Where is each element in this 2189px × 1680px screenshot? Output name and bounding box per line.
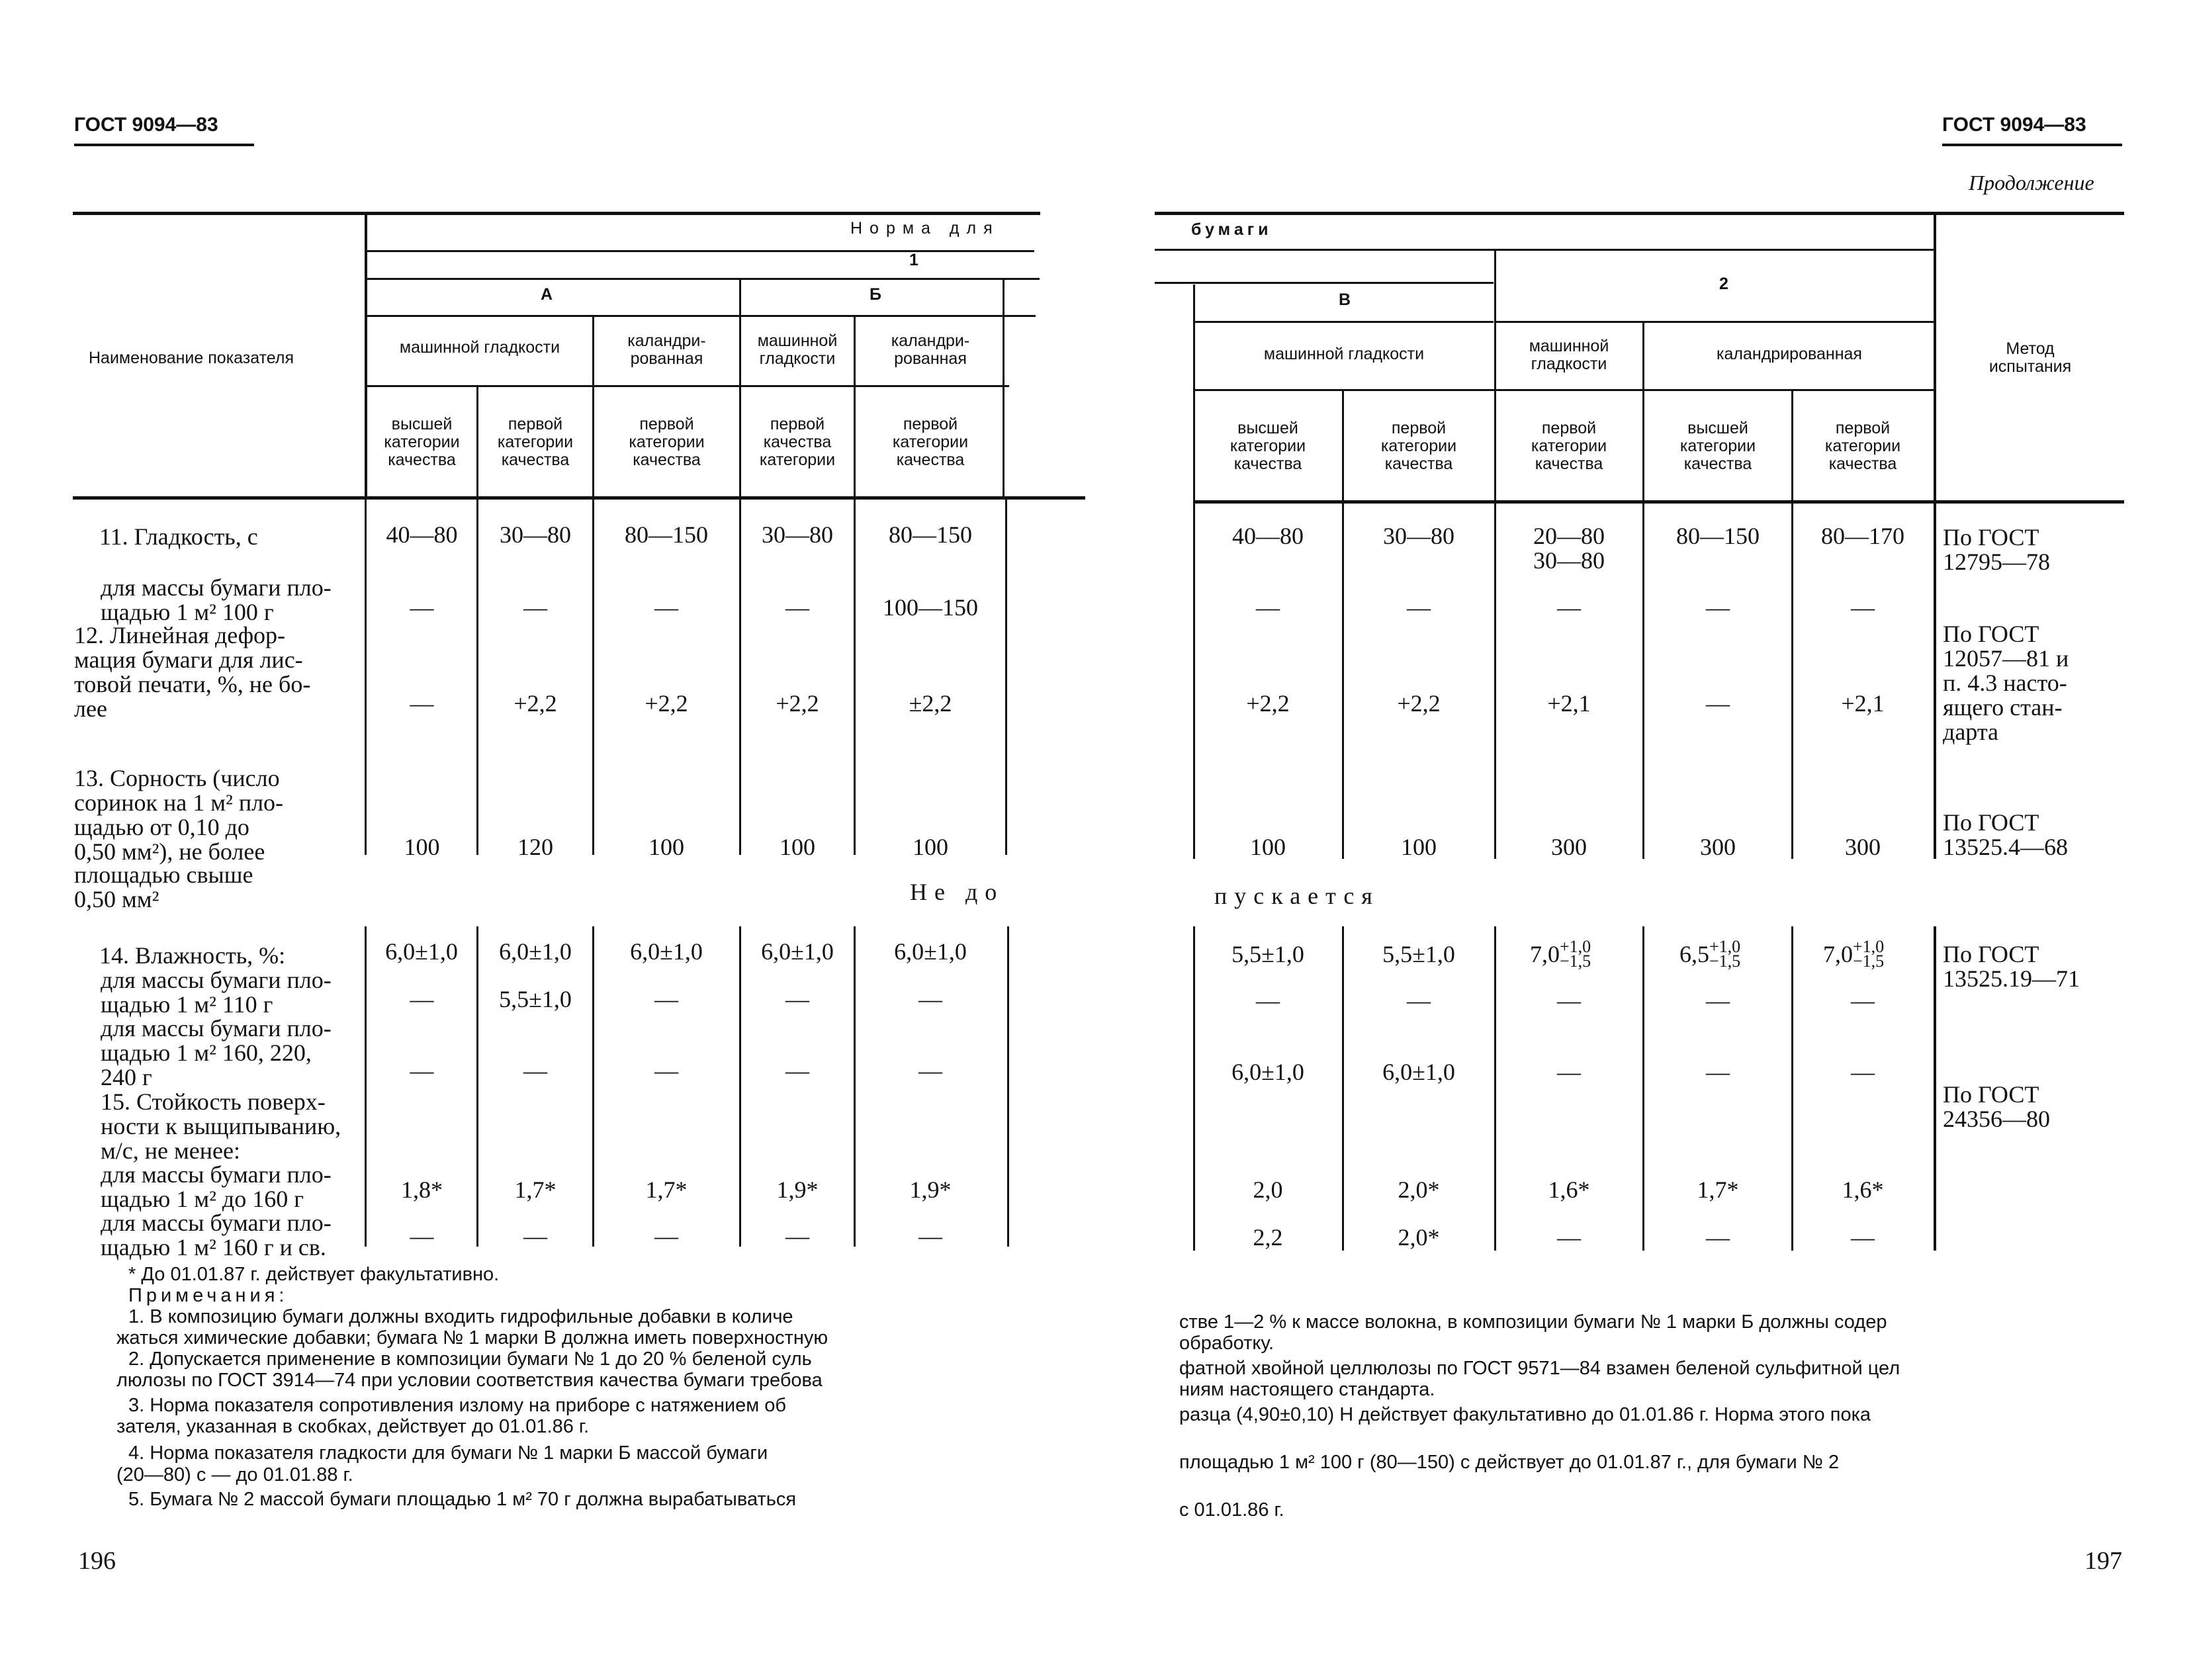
category-highest-header: высшей категории качества (384, 415, 460, 469)
cell-value: — (918, 1057, 942, 1084)
cell-value: 100 (913, 834, 948, 860)
cell-value-tolerance (1530, 936, 1599, 971)
spanning-note: Не до (910, 879, 1005, 905)
col-divider (476, 498, 478, 855)
cell-value: 80—150 (889, 521, 972, 548)
cell-value: — (785, 1057, 809, 1084)
cell-value: — (1557, 987, 1581, 1014)
finish-machine-header: машинной гладкости (1529, 337, 1609, 373)
category-first-header: первой категории качества (1531, 419, 1607, 473)
finish-machine-header: машинной гладкости (1263, 345, 1425, 363)
test-method: По ГОСТ 13525.19—71 (1943, 941, 2080, 992)
note-line: 5. Бумага № 2 массой бумаги площадью 1 м² 70 г должна вырабатываться (128, 1489, 797, 1510)
cell-value: — (523, 1057, 547, 1084)
cell-value: — (523, 1223, 547, 1249)
cell-value: +2,2 (1246, 690, 1290, 717)
table-top-rule (73, 212, 1040, 215)
rule-under-norm (366, 250, 1034, 252)
category-highest-header: высшей категории качества (1679, 419, 1756, 473)
category-highest-header: высшей категории качества (1229, 419, 1306, 473)
cell-value: — (410, 1057, 434, 1084)
cell-value: 300 (1845, 834, 1881, 860)
cell-value: 20—80 30—80 (1533, 523, 1605, 574)
rule-under-group (1155, 282, 1494, 284)
note-line: зателя, указанная в скобках, действует до 01.01.86 г. (116, 1416, 590, 1437)
row-name: для массы бумаги пло- щадью 1 м² 160, 220, 240 г (101, 1015, 332, 1090)
cell-value: 6,0±1,0 (894, 938, 967, 965)
cell-value: 5,5±1,0 (1231, 941, 1304, 967)
note-line: разца (4,90±0,10) Н действует факультативно до 01.01.86 г. Норма этого пока (1179, 1404, 1871, 1425)
cell-value: 2,2 (1253, 1224, 1283, 1251)
row-name: 12. Линейная дефор- мация бумаги для лис- товой печати, %, не бо- лее (74, 622, 311, 722)
cell-value: 2,0* (1398, 1176, 1440, 1203)
cell-value: 6,0±1,0 (761, 938, 834, 965)
subgroup-a-label: А (541, 285, 553, 304)
cell-value: +2,2 (645, 690, 688, 717)
cell-value: +2,2 (776, 690, 819, 717)
test-method: По ГОСТ 24356—80 (1943, 1081, 2050, 1132)
rule-under-header (1194, 500, 2124, 504)
cell-value: — (410, 986, 434, 1012)
cell-value: 100—150 (883, 594, 978, 621)
tolerance-plus: +1,0 (1560, 936, 1591, 956)
row-name: для массы бумаги пло- щадью 1 м² 160 г и св. (101, 1210, 332, 1260)
note-line: 2. Допускается применение в композиции бумаги № 1 до 20 % беленой суль (128, 1348, 812, 1370)
row-name: 13. Сорность (число соринок на 1 м² пло- щадью от 0,10 до 0,50 мм²), не более (74, 765, 284, 865)
cell-value-tolerance (1679, 936, 1749, 971)
tolerance-minus: −1,5 (1709, 951, 1741, 971)
indicator-column-header: Наименование показателя (89, 349, 294, 367)
row-name: для массы бумаги пло- щадью 1 м² 100 г (101, 574, 332, 625)
cell-value: — (785, 594, 809, 621)
finish-machine-header: машинной гладкости (399, 338, 560, 357)
cell-value: 30—80 (762, 521, 833, 548)
cell-value: +2,2 (1397, 690, 1441, 717)
cell-value: 5,5±1,0 (499, 986, 572, 1012)
tolerance-base: 7,0 (1823, 941, 1853, 967)
cell-value: 1,9* (776, 1176, 819, 1203)
cell-value: — (654, 986, 678, 1012)
cell-value: — (523, 594, 547, 621)
cell-value: — (1706, 690, 1730, 717)
cell-value: — (1407, 987, 1431, 1014)
col-divider (1791, 502, 1793, 859)
note-line: фатной хвойной целлюлозы по ГОСТ 9571—84 взамен беленой сульфитной цел (1179, 1358, 1900, 1379)
cell-value: — (1407, 594, 1431, 621)
cell-value: 100 (780, 834, 815, 860)
cell-value: — (918, 986, 942, 1012)
finish-machine-header: машинной гладкости (757, 332, 838, 368)
rule-under-v (1194, 321, 1494, 323)
col-divider (1193, 926, 1195, 1251)
tolerance-base: 6,5 (1679, 941, 1709, 967)
cell-value: 2,0 (1253, 1176, 1283, 1203)
cell-value: — (654, 594, 678, 621)
col-divider (1934, 926, 1936, 1251)
col-divider (1007, 926, 1009, 1247)
col-divider (1494, 926, 1496, 1251)
col-divider (1342, 926, 1344, 1251)
note-line: площадью 1 м² 100 г (80—150) с действует до 01.01.87 г., для бумаги № 2 (1179, 1452, 1840, 1473)
cell-value: +2,1 (1547, 690, 1591, 717)
tolerance-plus: +1,0 (1709, 936, 1741, 956)
rule-under-group1 (366, 278, 1040, 280)
cell-value: 120 (517, 834, 553, 860)
continuation-label: Продолжение (1969, 171, 2094, 195)
category-first-header: первой категории качества (629, 415, 705, 469)
cell-value: +2,1 (1841, 690, 1885, 717)
cell-value: 100 (1250, 834, 1286, 860)
cell-value: 80—150 (625, 521, 708, 548)
cell-value: 30—80 (1383, 523, 1454, 549)
cell-value: — (1256, 594, 1280, 621)
col-divider (854, 315, 856, 496)
group-2-label: 2 (1719, 275, 1728, 293)
cell-value: — (654, 1223, 678, 1249)
cell-value: — (785, 1223, 809, 1249)
finish-calendered-header: каландрированная (1717, 345, 1862, 363)
col-divider (365, 498, 367, 855)
subgroup-b-label: Б (870, 285, 881, 304)
col-divider (592, 498, 594, 855)
finish-calendered-header: каландри- рованная (627, 332, 706, 368)
cell-value: — (410, 690, 434, 717)
tolerance-limits (1560, 936, 1599, 971)
cell-value: — (1706, 1224, 1730, 1251)
row-name: для массы бумаги пло- щадью 1 м² 110 г (101, 967, 332, 1018)
cell-value: 40—80 (386, 521, 458, 548)
test-method: По ГОСТ 13525.4—68 (1943, 809, 2068, 860)
cell-value: 1,7* (1697, 1176, 1739, 1203)
paper-label: бумаги (1191, 220, 1273, 239)
method-column-header: Метод испытания (1988, 339, 2072, 376)
row-name: 14. Влажность, %: (99, 942, 286, 969)
rule-under-header (73, 496, 1085, 500)
col-divider (1791, 926, 1793, 1251)
cell-value: — (1706, 594, 1730, 621)
cell-value: — (1706, 987, 1730, 1014)
cell-value: — (1256, 987, 1280, 1014)
category-first-header: первой категории качества (497, 415, 574, 469)
cell-value: 100 (1401, 834, 1437, 860)
cell-value: 6,0±1,0 (499, 938, 572, 965)
cell-value: 6,0±1,0 (1382, 1059, 1455, 1085)
category-first-header: первой категории качества (892, 415, 969, 469)
cell-value: — (1851, 594, 1875, 621)
row-name: 15. Стойкость поверх- ности к выщипыванию, м/с, не менее: (101, 1088, 341, 1164)
cell-value: 1,7* (514, 1176, 557, 1203)
cell-value: 80—170 (1821, 523, 1904, 549)
row-name: площадью свыше 0,50 мм² (74, 862, 253, 912)
tolerance-limits (1709, 936, 1749, 971)
cell-value: 6,0±1,0 (385, 938, 458, 965)
cell-value: 1,7* (645, 1176, 688, 1203)
col-divider (739, 498, 741, 855)
footnote: * До 01.01.87 г. действует факультативно. (128, 1264, 500, 1285)
test-method: По ГОСТ 12057—81 и п. 4.3 насто- ящего стан- дарта (1943, 621, 2069, 745)
tolerance-plus: +1,0 (1853, 936, 1885, 956)
note-line: жаться химические добавки; бумага № 1 марки В должна иметь поверхностную (116, 1327, 828, 1348)
cell-value: — (918, 1223, 942, 1249)
tolerance-minus: −1,5 (1853, 951, 1885, 971)
col-divider (1934, 502, 1936, 859)
col-divider (854, 498, 856, 855)
note-line: 3. Норма показателя сопротивления излому на приборе с натяжением об (128, 1395, 786, 1416)
spanning-note: пускается (1214, 883, 1380, 909)
cell-value: — (1706, 1059, 1730, 1085)
cell-value-tolerance (1823, 936, 1893, 971)
group-1-label: 1 (909, 251, 918, 269)
cell-value: +2,2 (514, 690, 557, 717)
norm-title: Норма для (850, 219, 1000, 238)
cell-value: 30—80 (500, 521, 571, 548)
cell-value: — (1557, 1059, 1581, 1085)
tolerance-limits (1853, 936, 1893, 971)
cell-value: 1,8* (401, 1176, 443, 1203)
note-line: стве 1—2 % к массе волокна, в композиции бумаги № 1 марки Б должны содер (1179, 1311, 1887, 1333)
cell-value: 2,0* (1398, 1224, 1440, 1251)
row-name: 11. Гладкость, с (99, 523, 258, 550)
subgroup-v-label: В (1339, 290, 1351, 309)
col-divider (1342, 502, 1344, 859)
rule-under-ab (366, 315, 1036, 317)
tolerance-minus: −1,5 (1560, 951, 1591, 971)
note-line: с 01.01.86 г. (1179, 1499, 1284, 1521)
cell-value: 1,6* (1548, 1176, 1590, 1203)
col-divider (1005, 498, 1007, 855)
note-line: 4. Норма показателя гладкости для бумаги № 1 марки Б массой бумаги (128, 1442, 768, 1464)
note-line: люлозы по ГОСТ 3914—74 при условии соответствия качества бумаги требова (116, 1370, 823, 1391)
col-divider (1193, 502, 1195, 859)
category-first-header: первой категории качества (1380, 419, 1457, 473)
cell-value: — (1557, 1224, 1581, 1251)
row-name: для массы бумаги пло- щадью 1 м² до 160 г (101, 1161, 332, 1212)
cell-value: — (1851, 987, 1875, 1014)
cell-value: — (410, 594, 434, 621)
finish-calendered-header: каландри- рованная (891, 332, 970, 368)
test-method: По ГОСТ 12795—78 (1943, 524, 2050, 575)
cell-value: 1,9* (909, 1176, 952, 1203)
cell-value: 5,5±1,0 (1382, 941, 1455, 967)
category-first-header: первой качества категории (759, 415, 836, 469)
cell-value: — (410, 1223, 434, 1249)
header-underline (74, 144, 254, 146)
rule-under-finish (1194, 389, 1934, 391)
cell-value: 6,0±1,0 (1231, 1059, 1304, 1085)
cell-value: 1,6* (1842, 1176, 1884, 1203)
cell-value: — (1851, 1224, 1875, 1251)
table-top-rule (1155, 212, 2124, 215)
notes-heading: Примечания: (128, 1285, 289, 1306)
cell-value: — (785, 986, 809, 1012)
page-number: 197 (2084, 1547, 2122, 1575)
note-line: (20—80) с — до 01.01.88 г. (116, 1464, 353, 1485)
cell-value: 300 (1700, 834, 1736, 860)
cell-value: 100 (648, 834, 684, 860)
rule-under-paper (1155, 249, 1934, 251)
rule-under-group2 (1496, 321, 1934, 323)
category-first-header: первой категории качества (1824, 419, 1901, 473)
cell-value: — (1557, 594, 1581, 621)
col-divider (1642, 926, 1644, 1251)
cell-value: — (1851, 1059, 1875, 1085)
note-line: обработку. (1179, 1333, 1274, 1354)
cell-value: 100 (404, 834, 440, 860)
tolerance-base: 7,0 (1530, 941, 1560, 967)
left-running-header: ГОСТ 9094—83 (74, 114, 218, 136)
cell-value: 80—150 (1676, 523, 1760, 549)
note-line: 1. В композицию бумаги должны входить гидрофильные добавки в количе (128, 1306, 793, 1327)
cell-value: ±2,2 (909, 690, 952, 717)
col-divider (365, 926, 367, 1247)
cell-value: — (654, 1057, 678, 1084)
note-line: ниям настоящего стандарта. (1179, 1379, 1435, 1400)
right-running-header: ГОСТ 9094—83 (1942, 114, 2086, 136)
cell-value: 40—80 (1232, 523, 1304, 549)
cell-value: 6,0±1,0 (630, 938, 703, 965)
rule-under-finish (366, 385, 1009, 387)
page-number: 196 (78, 1547, 116, 1575)
cell-value: 300 (1551, 834, 1587, 860)
header-underline (1942, 144, 2122, 146)
col-divider (1642, 502, 1644, 859)
